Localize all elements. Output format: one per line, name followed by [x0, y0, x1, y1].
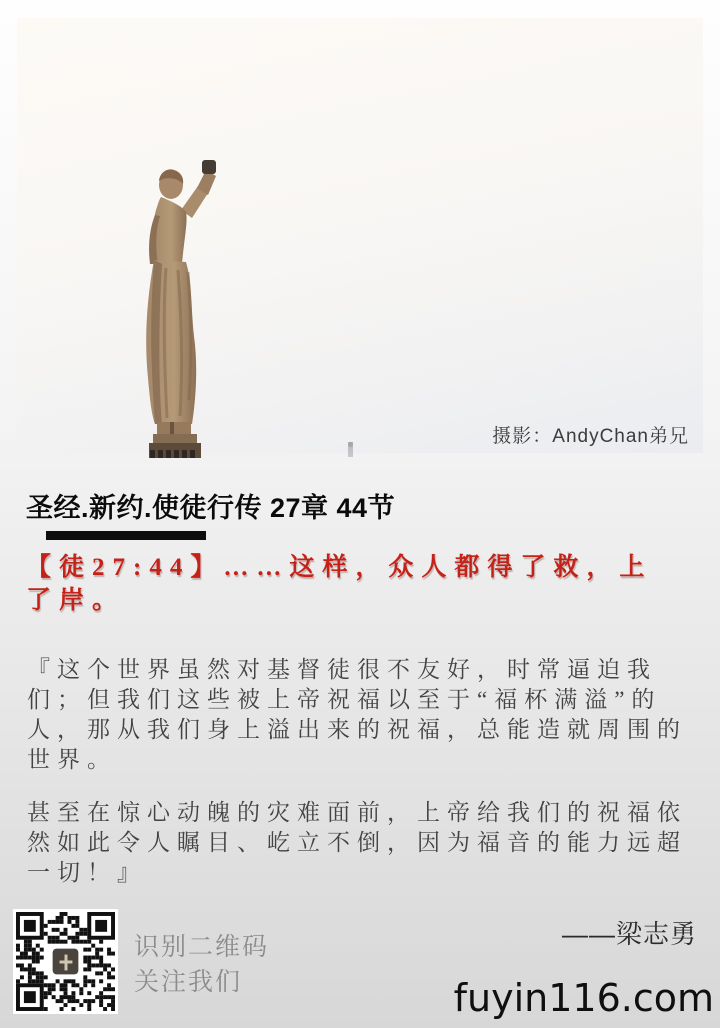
statue-illustration	[140, 160, 224, 464]
qr-caption	[134, 930, 269, 1000]
commentary-text	[27, 655, 705, 888]
page-title: 圣经.新约.使徒行传 27章 44节	[26, 493, 396, 523]
commentary-paragraph-1: 『这个世界虽然对基督徒很不友好，时常逼迫我们；但我们这些被上帝祝福以至于“福杯满溢”的人，那从我们身上溢出来的祝福，总能造就周围的世界。	[27, 657, 687, 772]
qr-caption-line1: 识别二维码	[134, 933, 270, 961]
verse-line: 了岸。	[26, 587, 126, 614]
statue-photo	[17, 18, 703, 453]
title-underline	[46, 531, 206, 540]
photo-credit: 摄影：AndyChan弟兄	[492, 426, 689, 447]
verse-line: 【徒27:44】……这样，众人都得了救，上	[26, 554, 653, 581]
qr-code	[13, 909, 118, 1014]
verse-text	[26, 551, 706, 617]
qr-logo-icon	[51, 947, 81, 977]
qr-caption-line2: 关注我们	[134, 968, 243, 996]
author-signature: ——梁志勇	[561, 919, 697, 949]
distant-object	[348, 442, 353, 457]
commentary-paragraph-2: 甚至在惊心动魄的灾难面前，上帝给我们的祝福依然如此令人瞩目、屹立不倒，因为福音的能力远超一切！』	[27, 800, 687, 885]
website-url: fuyin116.com	[453, 976, 714, 1020]
